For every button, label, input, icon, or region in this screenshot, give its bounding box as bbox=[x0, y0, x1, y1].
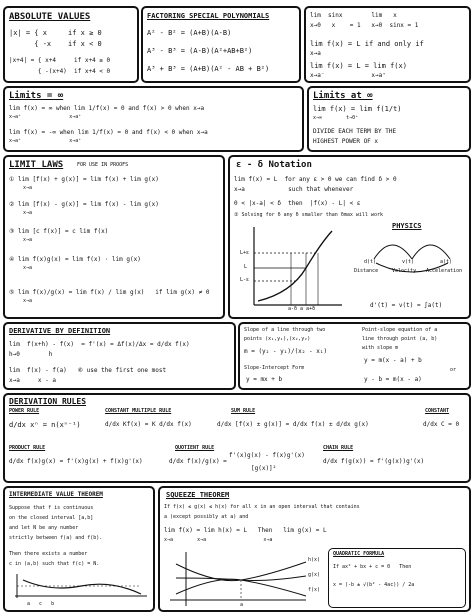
physics-v: v(t) bbox=[402, 259, 415, 265]
dd-line-1: lim f(x+h) - f(x) = f'(x) = Δf(x)/Δx = d/dx f(x) bbox=[9, 341, 190, 348]
limits-infinity-box bbox=[3, 86, 304, 152]
squeeze-graph-g: g(x) bbox=[308, 572, 321, 578]
squeeze-line-1: If f(x) ≤ g(x) ≤ h(x) for all x in an open interval that contains bbox=[164, 504, 360, 510]
chain-rule: d/dx f(g(x)) = f'(g(x))g'(x) bbox=[323, 458, 425, 465]
quotient-rule-title: QUOTIENT RULE bbox=[175, 445, 215, 451]
dd-line-4: x→a x - a bbox=[9, 377, 56, 384]
limits-at-inf-line-2: x→∞ t→0⁺ bbox=[313, 115, 359, 121]
derivation-rules-title: DERIVATION RULES bbox=[9, 397, 87, 406]
ed-line-3: 0 < |x-a| < δ then |f(x) - L| < ε bbox=[234, 200, 361, 207]
trig-line-4: x→a bbox=[310, 50, 321, 57]
ed-graph-x: a-δ a a+δ bbox=[288, 306, 316, 312]
ivt-line-6: c in (a,b) such that f(c) = N. bbox=[9, 561, 100, 567]
trig-limits-box bbox=[304, 6, 471, 83]
constmult-rule: d/dx Kf(x) = K d/dx f(x) bbox=[105, 421, 192, 428]
factoring-line-2: A³ - B³ = (A-B)(A²+AB+B²) bbox=[147, 47, 253, 55]
ivt-line-5: Then there exists a number bbox=[9, 551, 88, 557]
limit-law-4-sub: x→a bbox=[23, 265, 33, 271]
squeeze-graph-f: f(x) bbox=[308, 587, 321, 593]
abs-line-4: { -(x+4) if x+4 < 0 bbox=[9, 68, 111, 75]
product-rule: d/dx f(x)g(x) = f'(x)g(x) + f(x)g'(x) bbox=[9, 458, 143, 465]
ivt-line-3: and let N be any number bbox=[9, 525, 79, 531]
trig-line-2: x→0 x = 1 x→0 sinx = 1 bbox=[310, 22, 419, 29]
limits-at-inf-line-3: DIVIDE EACH TERM BY THE bbox=[313, 128, 397, 135]
squeeze-title: SQUEEZE THEOREM bbox=[166, 491, 230, 499]
limit-laws-box bbox=[3, 155, 225, 319]
physics-d: d(t) bbox=[364, 259, 377, 265]
factoring-box bbox=[141, 6, 301, 83]
quadratic-formula-box bbox=[328, 548, 466, 608]
limit-law-3-sub: x→a bbox=[23, 237, 33, 243]
slope-line-1: Slope of a line through two bbox=[244, 327, 326, 333]
absolute-values-title: ABSOLUTE VALUES bbox=[9, 12, 91, 22]
ivt-graph-labels: a c b bbox=[27, 601, 55, 607]
abs-line-3: |x+4| = { x+4 if x+4 ≥ 0 bbox=[9, 57, 111, 64]
quadratic-line-1: If ax² + bx + c = 0 Then bbox=[333, 564, 412, 570]
ivt-line-1: Suppose that f is continuous bbox=[9, 505, 94, 511]
ivt-graph bbox=[11, 572, 151, 602]
limits-infinity-title: Limits = ∞ bbox=[9, 91, 64, 101]
chain-rule-title: CHAIN RULE bbox=[323, 445, 354, 451]
physics-distance: Distance bbox=[354, 268, 379, 274]
slope-line-2: points (x₁,y₁),(x₂,y₂) bbox=[244, 336, 311, 342]
ivt-line-2: on the closed interval [a,b] bbox=[9, 515, 94, 521]
limit-law-3: ③ lim [c f(x)] = c lim f(x) bbox=[9, 228, 109, 235]
derivation-rules-box bbox=[3, 393, 471, 483]
squeeze-line-2: a (except possibly at a) and bbox=[164, 514, 249, 520]
squeeze-theorem-box bbox=[158, 486, 471, 612]
power-rule-title: POWER RULE bbox=[9, 408, 40, 414]
ed-graph-l: L bbox=[244, 264, 248, 270]
factoring-line-1: A² - B² = (A+B)(A-B) bbox=[147, 29, 232, 37]
squeeze-graph bbox=[166, 550, 316, 610]
squeeze-line-3: lim f(x) = lim h(x) = L Then lim g(x) = L bbox=[164, 527, 327, 534]
limit-law-2-sub: x→a bbox=[23, 210, 33, 216]
dd-line-2: h→0 h bbox=[9, 351, 53, 358]
squeeze-graph-a: a bbox=[240, 602, 244, 608]
epsilon-delta-title: ε - δ Notation bbox=[236, 160, 312, 170]
trig-line-3: lim f(x) = L if and only if bbox=[310, 40, 424, 48]
point-slope-line-2: line through point (a, b) bbox=[362, 336, 438, 342]
abs-line-2: { -x if x < 0 bbox=[9, 40, 102, 48]
quotient-denominator: [g(x)]² bbox=[251, 465, 277, 472]
point-slope-line-1: Point-slope equation of a bbox=[362, 327, 438, 333]
epsilon-delta-graph bbox=[236, 223, 346, 315]
ivt-line-4: strictly between f(a) and f(b). bbox=[9, 535, 103, 541]
slope-line-5: y = mx + b bbox=[246, 376, 283, 383]
product-rule-title: PRODUCT RULE bbox=[9, 445, 46, 451]
quotient-numerator: f'(x)g(x) - f(x)g'(x) bbox=[229, 452, 305, 459]
limit-law-5: ⑤ lim f(x)/g(x) = lim f(x) / lim g(x) if lim g(x) ≠ 0 bbox=[9, 289, 210, 296]
factoring-title: FACTORING SPECIAL POLYNOMIALS bbox=[147, 12, 270, 20]
derivative-definition-title: DERIVATIVE BY DEFINITION bbox=[9, 327, 111, 335]
squeeze-line-4: x→a x→a x→a bbox=[164, 537, 273, 543]
power-rule: d/dx xⁿ = n(xⁿ⁻¹) bbox=[9, 421, 81, 429]
limits-at-infinity-box bbox=[307, 86, 471, 152]
dd-line-3: lim f(x) - f(a) ⑥ use the first one most bbox=[9, 367, 167, 374]
ed-line-4: ② Solving for δ any δ smaller than δmax will work bbox=[234, 212, 383, 218]
point-slope-line-5: or bbox=[450, 367, 457, 373]
limits-at-infinity-title: Limits at ∞ bbox=[313, 91, 373, 101]
physics-velocity: Velocity bbox=[392, 268, 417, 274]
limits-inf-line-3: lim f(x) = -∞ when lim 1/f(x) = 0 and f(x) < 0 when x→a bbox=[9, 129, 208, 136]
slope-line-3: m = (y₂ - y₁)/(x₂ - x₁) bbox=[244, 348, 328, 355]
limit-law-2: ② lim [f(x) - g(x)] = lim f(x) - lim g(x) bbox=[9, 201, 159, 208]
constmult-title: CONSTANT MULTIPLE RULE bbox=[105, 408, 172, 414]
ed-line-1: lim f(x) = L for any ε > 0 we can find δ > 0 bbox=[234, 176, 397, 183]
sum-rule-title: SUM RULE bbox=[231, 408, 256, 414]
slope-box bbox=[238, 322, 471, 390]
limits-inf-line-2: x→a⁺ x→a⁺ bbox=[9, 114, 82, 120]
limits-at-inf-line-4: HIGHEST POWER OF x bbox=[313, 138, 379, 145]
trig-line-1: lim sinx lim x bbox=[310, 12, 397, 19]
limit-law-1-sub: x→a bbox=[23, 185, 33, 191]
limits-inf-line-1: lim f(x) = ∞ when lim 1/f(x) = 0 and f(x) > 0 when x→a bbox=[9, 105, 205, 112]
limit-law-1: ① lim [f(x) + g(x)] = lim f(x) + lim g(x) bbox=[9, 176, 159, 183]
constant-rule: d/dx C = 0 bbox=[423, 421, 460, 428]
limits-at-inf-line-1: lim f(x) = lim f(1/t) bbox=[313, 105, 402, 113]
trig-line-6: x→a⁻ x→a⁺ bbox=[310, 72, 386, 79]
ed-graph-lminus: L-ε bbox=[240, 277, 250, 283]
point-slope-line-6: y - b = m(x - a) bbox=[364, 376, 422, 383]
point-slope-line-3: with slope m bbox=[362, 345, 399, 351]
factoring-line-3: A³ + B³ = (A+B)(A² - AB + B²) bbox=[147, 65, 270, 73]
physics-equation: d'(t) = v(t) = ∫a(t) bbox=[370, 302, 443, 309]
limit-laws-title: LIMIT LAWS bbox=[9, 160, 64, 170]
derivative-definition-box bbox=[3, 322, 236, 390]
limits-inf-line-4: x→a⁺ x→a⁺ bbox=[9, 138, 82, 144]
limit-laws-subtitle: FOR USE IN PROOFS bbox=[77, 162, 129, 168]
ivt-title: INTERMEDIATE VALUE THEOREM bbox=[9, 491, 103, 498]
limit-law-4: ④ lim f(x)g(x) = lim f(x) · lim g(x) bbox=[9, 256, 141, 263]
quadratic-title: QUADRATIC FORMULA bbox=[333, 551, 385, 557]
abs-line-1: |x| = { x if x ≥ 0 bbox=[9, 29, 102, 37]
point-slope-line-4: y = m(x - a) + b bbox=[364, 357, 422, 364]
slope-line-4: Slope-Intercept Form bbox=[244, 365, 305, 371]
ivt-box bbox=[3, 486, 155, 612]
squeeze-graph-h: h(x) bbox=[308, 557, 321, 563]
trig-line-5: lim f(x) = L = lim f(x) bbox=[310, 62, 407, 70]
absolute-values-box bbox=[3, 6, 139, 83]
quotient-lhs: d/dx f(x)/g(x) = bbox=[169, 458, 227, 465]
constant-rule-title: CONSTANT bbox=[425, 408, 450, 414]
epsilon-delta-box bbox=[228, 155, 471, 319]
physics-acceleration: Acceleration bbox=[426, 268, 463, 274]
sum-rule: d/dx [f(x) ± g(x)] = d/dx f(x) ± d/dx g(x) bbox=[217, 421, 369, 428]
quadratic-line-2: x = (-b ± √(b² - 4ac)) / 2a bbox=[333, 582, 415, 588]
physics-title: PHYSICS bbox=[392, 222, 422, 230]
limit-law-5-sub: x→a bbox=[23, 298, 33, 304]
ed-line-2: x→a such that whenever bbox=[234, 186, 354, 193]
ed-graph-lplus: L+ε bbox=[240, 250, 250, 256]
physics-a: a(t) bbox=[440, 259, 453, 265]
